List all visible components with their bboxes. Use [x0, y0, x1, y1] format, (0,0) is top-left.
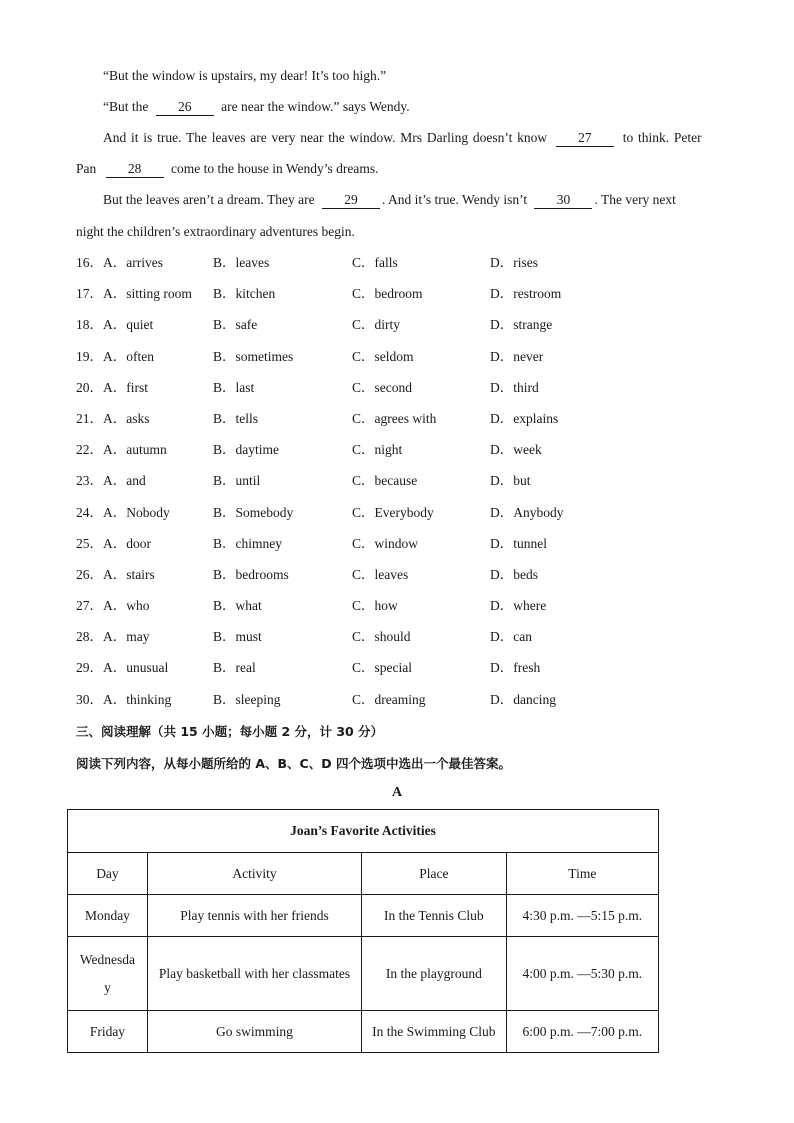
- option-d[interactable]: D．dancing: [490, 691, 556, 707]
- option-a[interactable]: [76, 440, 167, 460]
- option-c[interactable]: C．special: [352, 660, 412, 676]
- question-number: 30．: [76, 691, 103, 707]
- option-b[interactable]: B．leaves: [213, 255, 270, 270]
- option-c[interactable]: C．how: [352, 598, 398, 614]
- option-c[interactable]: C．seldom: [352, 348, 414, 364]
- passage-text: But the leaves aren’t a dream. They are: [103, 192, 315, 207]
- cell-place: In the Swimming Club: [362, 1011, 507, 1053]
- option-a-text: A．quiet: [103, 317, 154, 333]
- option-a-text: A．and: [103, 473, 146, 489]
- question-number: 27．: [76, 598, 103, 614]
- option-b[interactable]: B．daytime: [213, 442, 279, 458]
- passage-label: A: [391, 785, 403, 800]
- question-number: 18．: [76, 317, 103, 333]
- question-number: 26．: [76, 566, 103, 582]
- passage-text: And it is true. The leaves are very near the window. Mrs Darling doesn’t know: [103, 130, 548, 145]
- option-d[interactable]: D．strange: [490, 317, 553, 333]
- question-number: 20．: [76, 379, 103, 395]
- cell-time: 6:00 p.m. —7:00 p.m.: [506, 1011, 658, 1053]
- option-row-28: [76, 627, 716, 658]
- passage-line-1: “But the window is upstairs, my dear! It’s too high.”: [103, 68, 387, 83]
- option-a[interactable]: [76, 596, 150, 616]
- passage-text: to think. Peter: [622, 130, 702, 145]
- option-row-18: [76, 315, 716, 346]
- option-d[interactable]: D．fresh: [490, 660, 541, 676]
- question-number: 22．: [76, 442, 103, 458]
- question-number: 23．: [76, 473, 103, 489]
- passage-line-3: [103, 128, 702, 148]
- option-d[interactable]: D．tunnel: [490, 535, 547, 551]
- option-d[interactable]: D．where: [490, 598, 547, 614]
- option-c[interactable]: C．window: [352, 535, 419, 551]
- blank-26: 26: [156, 99, 214, 116]
- option-row-27: [76, 596, 716, 627]
- header-day: Day: [68, 853, 148, 895]
- option-row-16: [76, 253, 716, 284]
- option-a-text: A．sitting room: [103, 286, 192, 302]
- table-header-row: [68, 853, 659, 895]
- section-title: 三、阅读理解（共 15 小题；每小题 2 分，计 30 分）: [76, 724, 384, 739]
- option-row-21: [76, 409, 716, 440]
- blank-28: 28: [106, 161, 164, 178]
- option-row-25: [76, 534, 716, 565]
- option-b[interactable]: B．Somebody: [213, 504, 294, 520]
- blank-29: 29: [322, 192, 380, 209]
- passage-text: “But the: [103, 99, 149, 114]
- option-b[interactable]: B．real: [213, 660, 256, 676]
- question-number: 16．: [76, 255, 103, 270]
- option-c[interactable]: C．Everybody: [352, 504, 434, 520]
- question-number: 28．: [76, 629, 103, 645]
- cell-place: In the playground: [362, 937, 507, 1011]
- option-b[interactable]: B．sometimes: [213, 348, 294, 364]
- option-d[interactable]: D．beds: [490, 566, 538, 582]
- cell-day: Friday: [68, 1011, 148, 1053]
- option-a[interactable]: [76, 315, 153, 335]
- option-row-19: [76, 347, 716, 378]
- option-a-text: A．unusual: [103, 660, 169, 676]
- option-row-22: [76, 440, 716, 471]
- option-c[interactable]: C．because: [352, 473, 418, 489]
- passage-text: come to the house in Wendy’s dreams.: [171, 161, 379, 176]
- option-a-text: A．asks: [103, 410, 150, 426]
- cell-activity: Play tennis with her friends: [147, 895, 361, 937]
- option-d[interactable]: D．can: [490, 629, 532, 645]
- option-d[interactable]: D．but: [490, 473, 531, 489]
- question-number: 17．: [76, 286, 103, 302]
- option-b[interactable]: B．bedrooms: [213, 566, 289, 582]
- option-a[interactable]: [76, 471, 146, 491]
- table-row: [68, 937, 659, 1011]
- option-c[interactable]: C．dirty: [352, 317, 401, 333]
- question-number: 24．: [76, 504, 103, 520]
- option-a[interactable]: [76, 534, 151, 554]
- option-d[interactable]: D．restroom: [490, 286, 562, 302]
- option-a-text: A．often: [103, 348, 154, 364]
- option-a[interactable]: [76, 378, 148, 398]
- option-a[interactable]: [76, 690, 171, 710]
- passage-text: are near the window.” says Wendy.: [221, 99, 410, 114]
- question-number: 25．: [76, 535, 103, 551]
- option-a[interactable]: [76, 565, 155, 585]
- option-a-text: A．stairs: [103, 566, 155, 582]
- table-row: [68, 895, 659, 937]
- cell-activity: Play basketball with her classmates: [147, 937, 361, 1011]
- cell-day: Monday: [68, 895, 148, 937]
- option-c[interactable]: C．dreaming: [352, 691, 426, 707]
- option-c[interactable]: C．second: [352, 379, 412, 395]
- option-b[interactable]: B．safe: [213, 317, 258, 333]
- cell-time: 4:00 p.m. —5:30 p.m.: [506, 937, 658, 1011]
- blank-30: 30: [534, 192, 592, 209]
- option-a-text: A．door: [103, 535, 151, 551]
- passage-line-6: night the children’s extraordinary adventures begin.: [76, 224, 355, 239]
- option-c[interactable]: C．falls: [352, 255, 398, 270]
- option-b[interactable]: B．must: [213, 629, 262, 645]
- option-b[interactable]: B．kitchen: [213, 286, 276, 302]
- option-row-29: [76, 658, 716, 689]
- header-activity: Activity: [147, 853, 361, 895]
- cell-time: 4:30 p.m. —5:15 p.m.: [506, 895, 658, 937]
- header-place: Place: [362, 853, 507, 895]
- question-number: 21．: [76, 410, 103, 426]
- option-a-text: A．arrives: [103, 255, 163, 270]
- cell-day-text: Wednesday: [79, 951, 135, 995]
- option-a[interactable]: [76, 503, 170, 523]
- option-a-text: A．first: [103, 379, 148, 395]
- option-row-20: [76, 378, 716, 409]
- option-b[interactable]: B．last: [213, 379, 255, 395]
- option-b[interactable]: B．tells: [213, 410, 259, 426]
- option-b[interactable]: B．what: [213, 598, 262, 614]
- option-a[interactable]: [76, 253, 163, 273]
- option-d[interactable]: D．Anybody: [490, 504, 564, 520]
- option-c[interactable]: C．leaves: [352, 566, 409, 582]
- passage-text: . The very next: [594, 192, 676, 207]
- option-a-text: A．Nobody: [103, 504, 170, 520]
- option-a[interactable]: [76, 627, 150, 647]
- table-caption: Joan’s Favorite Activities: [68, 810, 659, 853]
- option-a[interactable]: [76, 284, 192, 304]
- section-instruction: 阅读下列内容，从每小题所给的 A、B、C、D 四个选项中选出一个最佳答案。: [76, 756, 511, 771]
- option-row-17: [76, 284, 716, 315]
- option-a-text: A．thinking: [103, 691, 172, 707]
- option-b[interactable]: B．sleeping: [213, 691, 281, 707]
- table-row: [68, 1011, 659, 1053]
- passage-text: . And it’s true. Wendy isn’t: [382, 192, 528, 207]
- passage-text: Pan: [76, 161, 97, 176]
- option-a-text: A．who: [103, 598, 150, 614]
- cell-place: In the Tennis Club: [362, 895, 507, 937]
- passage-line-2: [103, 97, 410, 117]
- option-row-24: [76, 503, 716, 534]
- blank-27: 27: [556, 130, 614, 147]
- option-b[interactable]: B．chimney: [213, 535, 282, 551]
- option-a[interactable]: [76, 409, 150, 429]
- option-b[interactable]: B．until: [213, 473, 261, 489]
- option-a-text: A．autumn: [103, 442, 167, 458]
- question-number: 29．: [76, 660, 103, 676]
- option-d[interactable]: D．explains: [490, 410, 559, 426]
- options-list: [76, 253, 716, 721]
- option-c[interactable]: C．should: [352, 629, 411, 645]
- option-c[interactable]: C．night: [352, 442, 403, 458]
- option-row-26: [76, 565, 716, 596]
- option-row-30: [76, 690, 716, 721]
- option-c[interactable]: C．agrees with: [352, 410, 437, 426]
- option-a-text: A．may: [103, 629, 150, 645]
- header-time: Time: [506, 853, 658, 895]
- option-a[interactable]: [76, 658, 168, 678]
- passage-line-4: [76, 159, 379, 179]
- option-a[interactable]: [76, 347, 154, 367]
- activities-table: [67, 809, 659, 1053]
- option-d[interactable]: D．rises: [490, 255, 538, 270]
- table-caption-row: [68, 810, 659, 853]
- option-d[interactable]: D．week: [490, 442, 542, 458]
- option-row-23: [76, 471, 716, 502]
- option-d[interactable]: D．third: [490, 379, 539, 395]
- option-d[interactable]: D．never: [490, 348, 544, 364]
- option-c[interactable]: C．bedroom: [352, 286, 423, 302]
- cell-day: [68, 937, 148, 1011]
- passage-line-5: [103, 190, 676, 210]
- cell-activity: Go swimming: [147, 1011, 361, 1053]
- question-number: 19．: [76, 348, 103, 364]
